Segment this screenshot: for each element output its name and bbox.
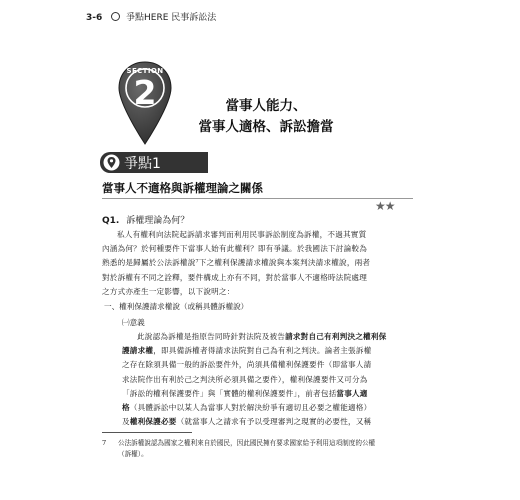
footnote [102, 438, 414, 460]
question-number: Q1. [102, 216, 120, 226]
paragraph-2 [122, 330, 416, 429]
footnote-text: （訴權）。 [118, 450, 148, 458]
location-pin-icon [111, 12, 120, 21]
issue-title: 當事人不適格與訴權理論之關係 [102, 181, 263, 195]
text-run: ，即具備訴權者得請求法院對自己為有利之判決。論者主張訴權 [153, 346, 372, 356]
paragraph-line: 之存在除須具備一般的訴訟要件外，尚須具備權利保護要件（即當事人請 [122, 360, 372, 370]
paragraph-line: 求法院作出有利於己之判決所必須具備之要件），權利保護要件又可分為 [122, 374, 368, 384]
book-title: 爭點HERE 民事訴訟法 [126, 13, 217, 23]
text-run: 此說認為訴權是指原告同時針對法院及被告 [137, 332, 286, 341]
issue-heading-bar [100, 152, 208, 173]
paragraph-line: 內涵為何？於何種要件下當事人始有此權利？即有爭議。於我國法下討論較為 [102, 244, 367, 254]
sub-item-heading: ㈠意義 [122, 318, 145, 327]
question-text: 訴權理論為何？ [126, 216, 190, 226]
paragraph-line [122, 387, 416, 401]
paragraph-line [122, 344, 416, 358]
text-run: （就當事人之請求有予以受理審判之現實的必要性，又稱 [176, 417, 372, 427]
bold-term: 護請求權 [122, 346, 154, 356]
running-header [86, 10, 216, 23]
difficulty-stars: ★★ [375, 199, 395, 213]
location-pin-icon [103, 154, 120, 171]
paragraph-line: 私人有權利向法院起訴請求審判而利用民事訴訟制度為訴權，不過其實質 [117, 230, 367, 239]
question [102, 213, 189, 226]
bold-term: 格 [122, 403, 130, 413]
text-run: 及 [122, 417, 130, 427]
text-run: （具體訴訟中以某人為當事人對於解決紛爭有適切且必要之權能適格） [129, 403, 372, 413]
paragraph-line: 熟悉的是歸屬於公法訴權說⁷下之權利保護請求權說與本案判決請求權說，兩者 [102, 258, 371, 268]
paragraph-line [122, 330, 416, 344]
paragraph-1 [102, 228, 414, 299]
section-title-line2: 當事人適格、訴訟擔當 [198, 119, 334, 135]
bold-term: 權利保護必要 [129, 417, 177, 427]
list-item-heading: 一、權利保護請求權說（或稱具體訴權說） [104, 302, 249, 311]
section-badge [117, 60, 173, 146]
text-run: 「訴訟的權利保護要件」與「實體的權利保護要件」，前者包括 [122, 388, 337, 398]
paragraph-line [122, 401, 416, 415]
paragraph-line: 對於訴權有不同之詮釋，要件構成上亦有不同，對於當事人不適格時法院處理 [102, 272, 367, 282]
divider [102, 198, 413, 199]
bold-term: 當事人適 [336, 388, 368, 398]
footnote-rule [102, 432, 192, 433]
section-number: 2 [133, 73, 157, 112]
paragraph-line: 之方式亦產生一定影響，以下說明之： [102, 286, 235, 296]
page-number: 3-6 [86, 13, 103, 23]
paragraph-line [122, 415, 416, 429]
bold-term: 請求對自己有利判決之權利保 [285, 332, 387, 341]
section-title-line1: 當事人能力、 [225, 98, 307, 114]
issue-label: 爭點1 [124, 156, 161, 172]
section-title [186, 96, 346, 138]
section-label: SECTION [126, 67, 164, 75]
footnote-number: 7 [102, 439, 107, 447]
footnote-text: 公法訴權說認為國家之權利來自於國民，因此國民擁有要求國家給予利用這項制度的公權 [118, 439, 376, 447]
